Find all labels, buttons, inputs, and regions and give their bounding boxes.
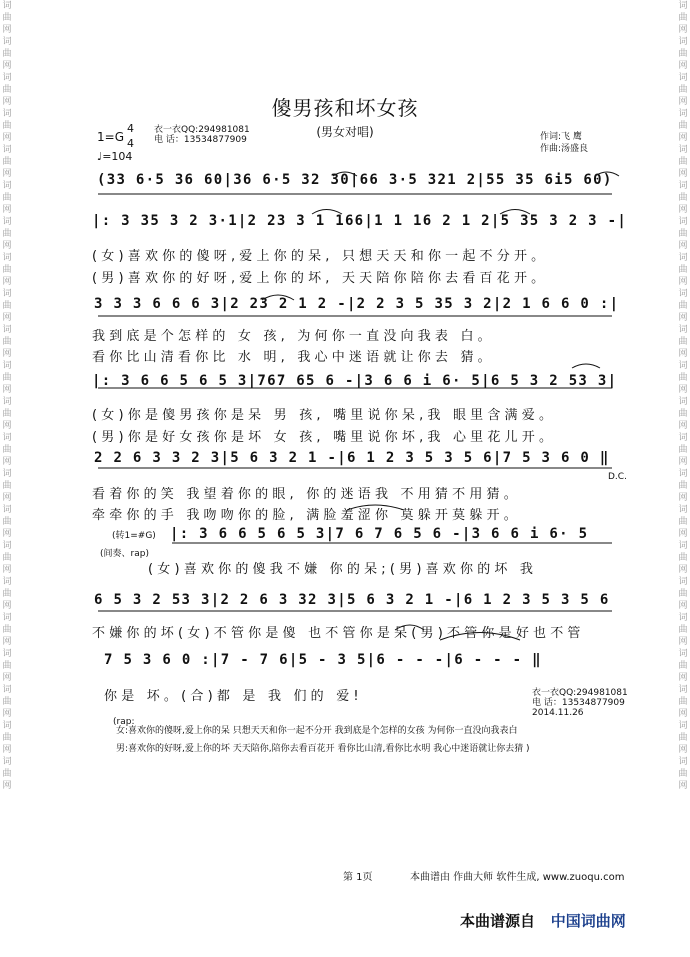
- source-prefix: 本曲谱源自: [460, 912, 536, 930]
- score-row-2-lyric-male: (男)喜欢你的好呀,爱上你的坏, 天天陪你陪你去看百花开。: [92, 271, 549, 286]
- score-row-8-notes: 7 5 3 6 0 :|7 - 7 6|5 - 3 5|6 - - -|6 - - - ‖: [104, 652, 542, 668]
- score-row-3-lyric-2: 看你比山清看你比 水 明, 我心中迷语就让你去 猜。: [92, 350, 495, 365]
- score-row-5-notes: 2 2 6 3 3 2 3|5 6 3 2 1 -|6 1 2 3 5 3 5 6|7 5 3 6 0 ‖: [94, 450, 610, 466]
- score-row-5-lyric-2: 牵牵你的手 我吻吻你的脸, 满脸羞涩你 莫躲开莫躲开。: [92, 508, 521, 523]
- tempo-marking: ♩=104: [97, 150, 133, 163]
- score-row-7-notes: 6 5 3 2 53 3|2 2 6 3 32 3|5 6 3 2 1 -|6 1 2 3 5 3 5 6: [94, 592, 610, 608]
- score-row-6-notes: |: 3 6 6 5 6 5 3|7 6 7 6 5 6 -|3 6 6 i 6· 5: [170, 526, 589, 542]
- score-row-2-notes: |: 3 35 3 2 3·1|2 23 3 1 166|1 1 16 2 1 2|5 35 3 2 3 -|: [92, 213, 628, 229]
- time-signature-bottom: 4: [127, 137, 134, 150]
- score-row-5-lyric-1: 看着你的笑 我望着你的眼, 你的迷语我 不用猜不用猜。: [92, 487, 521, 502]
- score-row-7-lyric: 不嫌你的坏(女)不管你是傻 也不管你是呆(男)不管你是好也不管: [92, 626, 585, 641]
- lyricist: 作词:飞 鹰: [540, 132, 582, 142]
- page-number: 第 1页: [343, 872, 373, 883]
- end-contact-phone: 电 话：13534877909: [532, 698, 625, 708]
- rap-female-text: 女:喜欢你的傻呀,爱上你的呆 只想天天和你一起不分开 我到底是个怎样的女孩 为何你一直没向我表白: [116, 726, 518, 736]
- score-row-4-lyric-female: (女)你是傻男孩你是呆 男 孩, 嘴里说你呆,我 眼里含满爱。: [92, 408, 557, 423]
- source-credit: [460, 910, 626, 931]
- rap-label: (rap:: [113, 717, 135, 727]
- song-subtitle: (男女对唱): [316, 125, 374, 139]
- contact-qq: 衣一衣QQ:294981081: [154, 125, 250, 135]
- contact-phone: 电 话：13534877909: [154, 135, 247, 145]
- interlude-marking: (间奏、rap): [100, 549, 149, 559]
- key-signature: 1=G: [97, 130, 124, 144]
- score-row-3-lyric-1: 我到底是个怎样的 女 孩, 为何你一直没向我表 白。: [92, 329, 495, 344]
- composer: 作曲:汤盛良: [540, 144, 589, 154]
- end-contact-qq: 衣一衣QQ:294981081: [532, 688, 628, 698]
- rap-male-text: 男:喜欢你的好呀,爱上你的坏 天天陪你,陪你去看百花开 看你比山清,看你比水明 我心中迷语就让你去猜 ): [116, 744, 530, 754]
- song-title: 傻男孩和坏女孩: [271, 96, 419, 120]
- side-watermark-left: 词 曲 网 词 曲 网 词 曲 网 词 曲 网 词 曲 网 词 曲 网 词 曲 网 词 曲 网 词 曲 网 词 曲 网 词 曲 网 词 曲 网 词 曲 网 词 曲 网 词 曲 网 词 曲 网 词 曲 网 词 曲 网 词 曲 网 词 曲 网 词 曲 网 词 曲 网: [2, 1, 12, 791]
- score-row-1-notes: (33 6·5 36 60|36 6·5 32 30|66 3·5 321 2|55 35 6i5 60): [97, 172, 613, 188]
- score-row-4-lyric-male: (男)你是好女孩你是坏 女 孩, 嘴里说你坏,我 心里花儿开。: [92, 430, 557, 445]
- score-row-6-lyric: (女)喜欢你的傻我不嫌 你的呆;(男)喜欢你的坏 我: [148, 562, 538, 577]
- score-row-8-lyric: 你是 坏。(合)都 是 我 们的 爱!: [104, 689, 363, 704]
- da-capo-marking: D.C.: [608, 472, 627, 482]
- end-date: 2014.11.26: [532, 708, 584, 718]
- side-watermark-right: 词 曲 网 词 曲 网 词 曲 网 词 曲 网 词 曲 网 词 曲 网 词 曲 网 词 曲 网 词 曲 网 词 曲 网 词 曲 网 词 曲 网 词 曲 网 词 曲 网 词 曲 网 词 曲 网 词 曲 网 词 曲 网 词 曲 网 词 曲 网 词 曲 网 词 曲 网: [678, 1, 688, 791]
- score-row-3-notes: 3 3 3 6 6 6 3|2 23 2 1 2 -|2 2 3 5 35 3 2|2 1 6 6 0 :|: [94, 296, 620, 312]
- score-row-2-lyric-female: (女)喜欢你的傻呀,爱上你的呆, 只想天天和你一起不分开。: [92, 249, 549, 264]
- modulation-marking: (转1=#G): [112, 531, 156, 541]
- generator-note: 本曲谱由 作曲大师 软件生成, www.zuoqu.com: [410, 872, 625, 883]
- source-brand: 中国词曲网: [550, 912, 626, 930]
- time-signature-top: 4: [127, 122, 134, 135]
- score-row-4-notes: |: 3 6 6 5 6 5 3|767 65 6 -|3 6 6 i 6· 5|6 5 3 2 53 3|: [92, 373, 618, 389]
